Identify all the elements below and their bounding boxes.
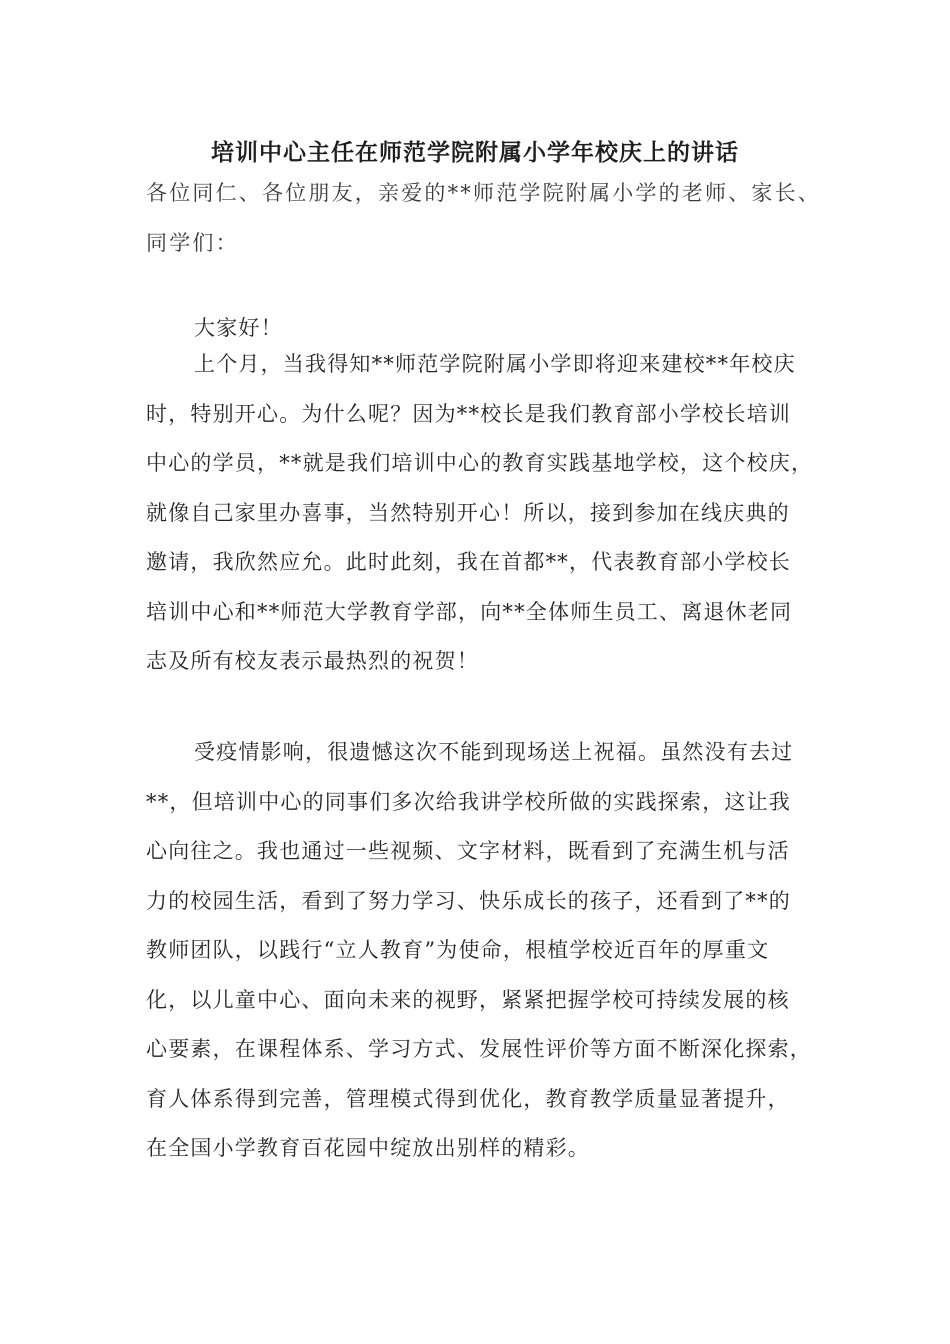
paragraph-line: 化，以儿童中心、面向未来的视野，紧紧把握学校可持续发展的核: [146, 987, 790, 1012]
paragraph-line: 心向往之。我也通过一些视频、文字材料，既看到了充满生机与活: [146, 839, 790, 863]
paragraph-line: 志及所有校友表示最热烈的祝贺！: [146, 649, 479, 673]
salutation-line: 同学们：: [146, 230, 239, 255]
paragraph-line: 教师团队，以践行“立人教育”为使命，根植学校近百年的厚重文: [146, 938, 770, 962]
salutation: [146, 169, 821, 268]
paragraph-line: 力的校园生活，看到了努力学习、快乐成长的孩子，还看到了**的: [146, 888, 791, 913]
paragraph-1: [146, 340, 814, 687]
paragraph-line: 受疫情影响，很遗憾这次不能到现场送上祝福。虽然没有去过: [194, 740, 794, 764]
document-title: 培训中心主任在师范学院附属小学年校庆上的讲话: [211, 139, 739, 166]
paragraph-line: **，但培训中心的同事们多次给我讲学校所做的实践探索，这让我: [146, 789, 791, 814]
paragraph-line: 时，特别开心。为什么呢？因为**校长是我们教育部小学校长培训: [146, 401, 791, 426]
greeting-line: 大家好！: [194, 316, 283, 340]
salutation-line: 各位同仁、各位朋友，亲爱的**师范学院附属小学的老师、家长、: [146, 181, 821, 205]
paragraph-line: 就像自己家里办喜事，当然特别开心！所以，接到参加在线庆典的: [146, 500, 790, 525]
paragraph-line: 邀请，我欣然应允。此时此刻，我在首都**，代表教育部小学校长: [146, 550, 791, 574]
paragraph-line: 心要素，在课程体系、学习方式、发展性评价等方面不断深化探索，: [146, 1037, 812, 1061]
paragraph-line: 培训中心和**师范大学教育学部，向**全体师生员工、离退休老同: [146, 599, 793, 624]
paragraph-line: 在全国小学教育百花园中绽放出别样的精彩。: [146, 1136, 590, 1160]
paragraph-2: [146, 728, 812, 1174]
paragraph-line: 上个月，当我得知**师范学院附属小学即将迎来建校**年校庆: [194, 352, 796, 376]
paragraph-line: 中心的学员，**就是我们培训中心的教育实践基地学校，这个校庆，: [146, 451, 814, 475]
paragraph-line: 育人体系得到完善，管理模式得到优化，教育教学质量显著提升，: [146, 1086, 790, 1111]
